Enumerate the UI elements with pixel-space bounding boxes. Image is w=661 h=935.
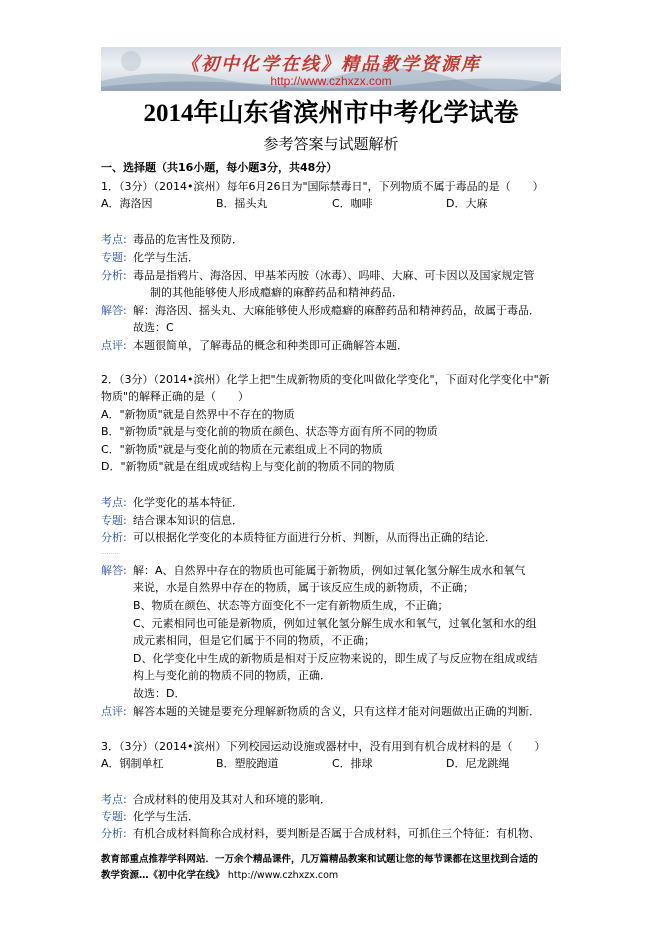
q1-option-a: A．海洛因 (101, 197, 153, 210)
q2-kaodian: 化学变化的基本特征． (133, 496, 243, 509)
q2-dianping-label: 点评: (101, 705, 127, 718)
q1-kaodian: 毒品的危害性及预防． (133, 233, 243, 246)
footer-text: 教学资源…《初中化学在线》 (101, 870, 225, 881)
q2-zhuanti-label: 专题: (101, 514, 127, 527)
q2-stem-line: 物质"的解释正确的是（ ） (101, 390, 250, 403)
q1-dianping: 本题很简单，了解毒品的概念和种类即可正确解答本题． (133, 339, 408, 352)
q2-jieda-line: C、元素相同也可能是新物质，例如过氧化氢分解生成水和氧气，过氧化氢和水的组 (133, 617, 537, 630)
page-title: 2014年山东省滨州市中考化学试卷 (143, 100, 519, 127)
q3-fenxi: 有机合成材料简称合成材料，要判断是否属于合成材料，可抓住三个特征：有机物、 (133, 827, 540, 840)
q2-jieda-line: B、物质在颜色、状态等方面变化不一定有新物质生成，不正确； (133, 599, 449, 612)
q1-kaodian-label: 考点: (101, 233, 127, 246)
q2-zhuanti: 结合课本知识的信息． (133, 514, 243, 527)
banner-url[interactable]: http://www.czhxzx.com (270, 74, 392, 88)
q1-fenxi-line: 制的其他能够使人形成瘾癖的麻醉药品和精神药品． (150, 286, 403, 299)
q2-jieda-label: 解答: (101, 564, 127, 577)
q2-jieda-line: 成元素相同，但是它们属于不同的物质，不正确； (133, 634, 375, 647)
q1-option-c: C．咖啡 (332, 197, 373, 210)
q3-stem: 3．（3分）（2014•滨州）下列校园运动设施或器材中，没有用到有机合成材料的是（ ） (101, 740, 546, 753)
q2-jieda-line: 构上与变化前的物质不同的物质，正确． (133, 669, 331, 682)
q1-zhuanti: 化学与生活． (133, 251, 199, 264)
q3-kaodian-label: 考点: (101, 793, 127, 806)
footer-line-1: 教育部重点推荐学科网站．一万余个精品课件，几万篇精品教案和试题让您的每节课都在这里找到合适的 (101, 854, 539, 865)
q1-jieda-line: 故选：C (133, 321, 174, 334)
header-banner (101, 47, 561, 91)
q1-fenxi-line: 毒品是指鸦片、海洛因、甲基苯丙胺（冰毒）、吗啡、大麻、可卡因以及国家规定管 (133, 269, 535, 282)
q2-fenxi: 可以根据化学变化的本质特征方面进行分析、判断，从而得出正确的结论． (133, 531, 496, 544)
footer-url-link[interactable]: http://www.czhxzx.com (227, 870, 339, 881)
q3-zhuanti: 化学与生活． (133, 810, 199, 823)
q3-option-c: C．排球 (332, 757, 373, 770)
q1-fenxi-label: 分析: (101, 269, 127, 282)
section-heading: 一、选择题（共16小题，每小题3分，共48分） (101, 161, 338, 174)
q2-jieda-line: 解：A、自然界中存在的物质也可能属于新物质，例如过氧化氢分解生成水和氧气 (133, 564, 526, 577)
q3-fenxi-label: 分析: (101, 827, 127, 840)
banner-title: 《初中化学在线》精品教学资源库 (181, 54, 481, 75)
separator-dots: .......... (101, 549, 121, 556)
q2-kaodian-label: 考点: (101, 496, 127, 509)
q2-jieda-line: D、化学变化中生成的新物质是相对于反应物来说的，即生成了与反应物在组成或结 (133, 652, 538, 665)
q2-jieda-line: 来说，水是自然界中存在的物质，属于该反应生成的新物质，不正确； (133, 581, 474, 594)
q3-zhuanti-label: 专题: (101, 810, 127, 823)
footer-line-2 (101, 869, 338, 883)
q2-fenxi-label: 分析: (101, 531, 127, 544)
q1-jieda-line: 解：海洛因、摇头丸、大麻能够使人形成瘾癖的麻醉药品和精神药品，故属于毒品． (133, 304, 540, 317)
q1-dianping-label: 点评: (101, 339, 127, 352)
q1-option-d: D．大麻 (446, 197, 488, 210)
q2-stem-line: 2．（3分）（2014•滨州）化学上把"生成新物质的变化叫做化学变化"，下面对化学变化中"新 (101, 373, 550, 386)
q2-jieda-line: 故选：D． (133, 687, 186, 700)
q1-zhuanti-label: 专题: (101, 251, 127, 264)
q1-stem: 1．（3分）（2014•滨州）每年6月26日为"国际禁毒日"，下列物质不属于毒品的是（ ） (101, 180, 544, 193)
q2-option-c: C．"新物质"就是与变化前的物质在元素组成上不同的物质 (101, 443, 383, 456)
q3-option-a: A．钢制单杠 (101, 757, 164, 770)
q1-jieda-label: 解答: (101, 304, 127, 317)
q2-dianping: 解答本题的关键是要充分理解新物质的含义，只有这样才能对问题做出正确的判断． (133, 705, 540, 718)
q3-kaodian: 合成材料的使用及其对人和环境的影响． (133, 793, 331, 806)
q2-option-b: B．"新物质"就是与变化前的物质在颜色、状态等方面有所不同的物质 (101, 425, 438, 438)
q2-option-d: D．"新物质"就是在组成或结构上与变化前的物质不同的物质 (101, 460, 395, 473)
page-subtitle: 参考答案与试题解析 (263, 135, 399, 153)
q1-option-b: B．摇头丸 (216, 197, 268, 210)
q2-option-a: A．"新物质"就是自然界中不存在的物质 (101, 408, 295, 421)
q3-option-b: B．塑胶跑道 (216, 757, 279, 770)
q3-option-d: D．尼龙跳绳 (446, 757, 510, 770)
